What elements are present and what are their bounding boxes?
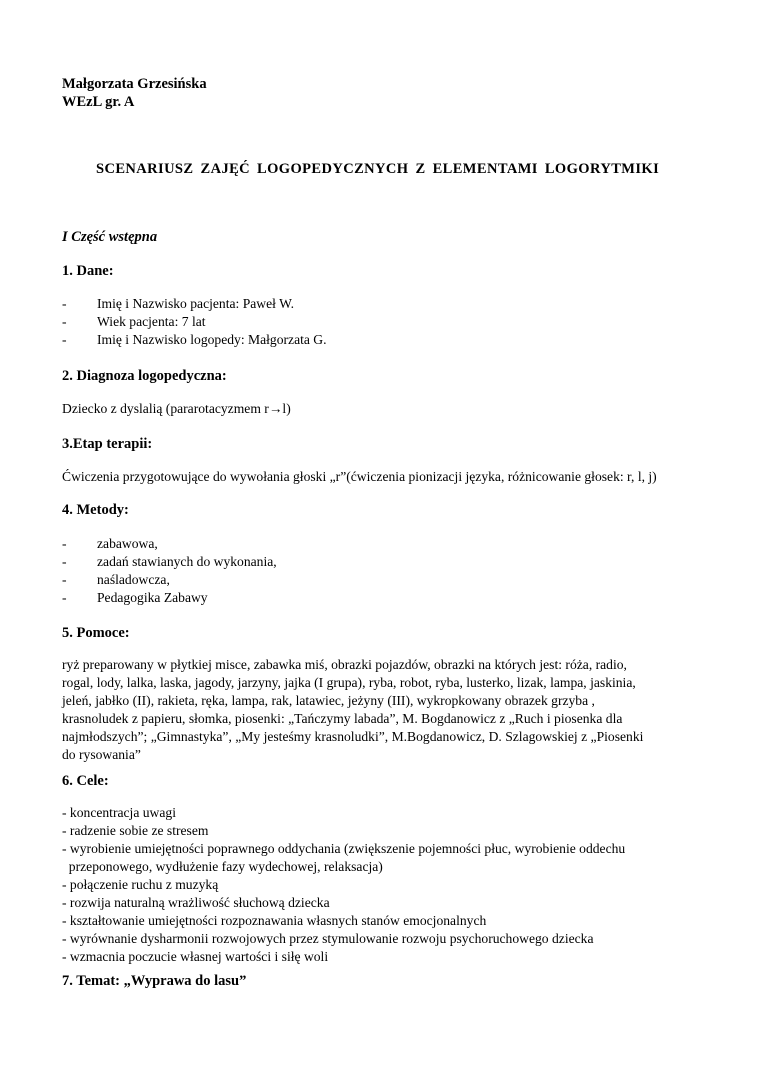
cele-line: - wyrobienie umiejętności poprawnego oddychania (zwiększenie pojemności płuc, wyrobienie oddechu [62,841,626,856]
cele-line: - koncentracja uwagi [62,805,176,820]
pomoce-line: najmłodszych”; „Gimnastyka”, „My jesteśmy krasnoludki”, M.Bogdanowicz, D. Szlagowskiej z „Piosenki [62,729,644,744]
section-heading-dane: 1. Dane: [62,263,114,279]
cele-line: - wyrównanie dysharmonii rozwojowych przez stymulowanie rozwoju psychoruchowego dziecka [62,931,594,946]
author-name: Małgorzata Grzesińska [62,76,207,92]
section-heading-cele: 6. Cele: [62,773,109,789]
part-heading: I Część wstępna [62,229,158,245]
cele-line: przeponowego, wydłużenie fazy wydechowej, relaksacja) [62,859,383,874]
pomoce-line: ryż preparowany w płytkiej misce, zabawka miś, obrazki pojazdów, obrazki na których jest: róża, radio, [62,657,627,672]
section-heading-metody: 4. Metody: [62,502,129,518]
document-page: Małgorzata Grzesińska WEzL gr. A SCENARIUSZ ZAJĘĆ LOGOPEDYCZNYCH Z ELEMENTAMI LOGORYTMIKI I Część wstępna 1. Dane: - Imię i Nazwisko pacjenta: Paweł W. - Wiek pacjenta: 7 lat - Imię i Nazwisko logopedy: Małgorzata G. 2. Diagnoza logopedyczna: Dziecko z dyslalią (pararotacyzmem r→l) 3.Etap terapii: Ćwiczenia przygotowujące do wywołania głoski „r”(ćwiczenia pionizacji języka, różnicowanie głosek: r, l, j) 4. Metody: - zabawowa, - zadań stawianych do wykonania, - naśladowcza, - Pedagogika Zabawy 5. Pomoce: ryż preparowany w płytkiej misce, zabawka miś, obrazki pojazdów, obrazki na których jest: róża, radio, rogal, lody, lalka, laska, jagody, jarzyny, jajka (I grupa), ryba, robot, ryba, lusterko, lizak, lampa, jaskinia, jeleń, jabłko (II), rakieta, ręka, lampa, rak, latawiec, jeżyny (III), wykropkowany obrazek grzyba , krasnoludek z papieru, słomka, piosenki: „Tańczymy labada”, M. Bogdanowicz z „Ruch i piosenka dla najmłodszych”; „Gimnastyka”, „My jesteśmy krasnoludki”, M.Bogdanowicz, D. Szlagowskiej z „Piosenki do rysowania” 6. Cele: - koncentracja uwagi - radzenie sobie ze stresem - wyrobienie umiejętności poprawnego oddychania (zwiększenie pojemności płuc, wyrobienie oddechu przeponowego, wydłużenie fazy wydechowej, relaksacja) - połączenie ruchu z muzyką - rozwija naturalną wrażliwość słuchową dziecka - kształtowanie umiejętności rozpoznawania własnych stanów emocjonalnych - wyrównanie dysharmonii rozwojowych przez stymulowanie rozwoju psychoruchowego dziecka - wzmacnia poczucie własnej wartości i siłę woli 7. Temat: „Wyprawa do lasu” [62,76,660,989]
pomoce-line: rogal, lody, lalka, laska, jagody, jarzyny, jajka (I grupa), ryba, robot, ryba, lusterko, lizak, lampa, jaskinia, [62,675,636,690]
section-heading-pomoce: 5. Pomoce: [62,625,130,641]
pomoce-line: do rysowania” [62,747,141,762]
diagnoza-text: Dziecko z dyslalią (pararotacyzmem r→l) [62,401,291,416]
etap-text: Ćwiczenia przygotowujące do wywołania głoski „r”(ćwiczenia pionizacji języka, różnicowanie głosek: r, l, j) [62,469,657,484]
pomoce-line: jeleń, jabłko (II), rakieta, ręka, lampa, rak, latawiec, jeżyny (III), wykropkowany obrazek grzyba , [62,693,595,708]
cele-line: - rozwija naturalną wrażliwość słuchową dziecka [62,895,330,910]
pomoce-line: krasnoludek z papieru, słomka, piosenki: „Tańczymy labada”, M. Bogdanowicz z „Ruch i piosenka dla [62,711,623,726]
cele-line: - kształtowanie umiejętności rozpoznawania własnych stanów emocjonalnych [62,913,487,928]
section-heading-diagnoza: 2. Diagnoza logopedyczna: [62,368,227,384]
section-heading-etap: 3.Etap terapii: [62,436,153,452]
section-heading-temat: 7. Temat: „Wyprawa do lasu” [62,973,247,989]
author-group: WEzL gr. A [62,94,135,110]
document-title: SCENARIUSZ ZAJĘĆ LOGOPEDYCZNYCH Z ELEMENTAMI LOGORYTMIKI [96,161,660,177]
cele-line: - wzmacnia poczucie własnej wartości i siłę woli [62,949,329,964]
cele-line: - radzenie sobie ze stresem [62,823,209,838]
cele-line: - połączenie ruchu z muzyką [62,877,219,892]
